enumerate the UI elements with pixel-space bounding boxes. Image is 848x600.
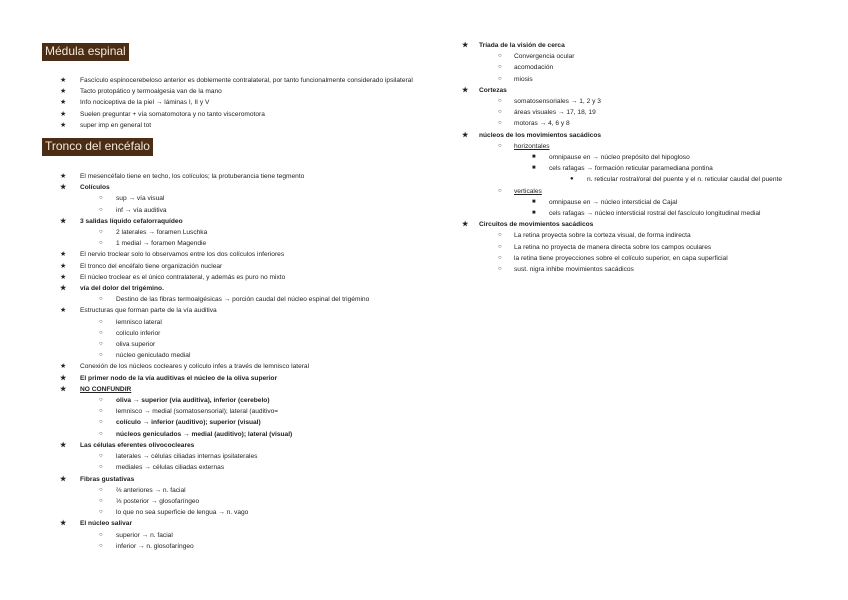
list-item: ★ Fibras gustativas	[42, 474, 422, 485]
star-bullet-icon: ★	[60, 88, 67, 96]
circle-bullet-icon: ○	[99, 542, 103, 549]
list-item: ○ superior → n. facial	[42, 530, 422, 541]
list-item: ★ Las células eferentes olivococleares	[42, 440, 422, 451]
list-item: ★ El nervio troclear solo lo observamos entre los dos colículos inferiores	[42, 249, 422, 260]
list-item: ○ colículo inferior	[42, 328, 422, 339]
list-item: ★ Colículos	[42, 182, 422, 193]
right-list	[462, 40, 807, 275]
circle-bullet-icon: ○	[99, 497, 103, 504]
circle-bullet-icon: ○	[498, 232, 502, 239]
star-bullet-icon: ★	[462, 221, 469, 229]
list-item: ○ la retina tiene proyecciones sobre el colículo superior, en capa superficial	[462, 253, 807, 264]
list-item: ○ lo que no sea superficie de lengua → n. vago	[42, 507, 422, 518]
circle-bullet-icon: ○	[99, 486, 103, 493]
circle-bullet-icon: ○	[99, 229, 103, 236]
list-item: ★ Cortezas	[462, 85, 807, 96]
circle-bullet-icon: ○	[99, 419, 103, 426]
list-item: ○ áreas visuales → 17, 18, 19	[462, 107, 807, 118]
circle-bullet-icon: ○	[498, 64, 502, 71]
dot-bullet-icon: ●	[570, 176, 574, 183]
list-item: ○ colículo → inferior (auditivo); superior (visual)	[42, 417, 422, 428]
list-item: ○ 2 laterales → foramen Luschka	[42, 227, 422, 238]
square-bullet-icon: ■	[532, 210, 536, 217]
list-item: ★ El mesencéfalo tiene en techo, los colículos; la protuberancia tiene tegmento	[42, 171, 422, 182]
list-item: ○ acomodación	[462, 62, 807, 73]
list-item: ★ 3 salidas líquido cefalorraquídeo	[42, 216, 422, 227]
list-item: ★ Fascículo espinocerebeloso anterior es doblemente contralateral, por tanto funcionalmente considerado ipsilateral	[42, 75, 445, 86]
circle-bullet-icon: ○	[99, 464, 103, 471]
list-item: ○ La retina proyecta sobre la corteza visual, de forma indirecta	[462, 230, 807, 241]
list-item: ★ super imp en general tot	[42, 120, 422, 131]
list-item: ★ Conexión de los núcleos cocleares y colículo infes a través de lemnisco lateral	[42, 361, 422, 372]
list-item: ★ Suelen preguntar + vía somatomotora y no tanto visceromotora	[42, 109, 422, 120]
list-item: ○ lemnisco → medial (somatosensorial); lateral (auditivo=	[42, 406, 422, 417]
list-item: ■ cels rafagas → núcleo intersticial rostral del fascículo longitudinal medial	[462, 208, 807, 219]
star-bullet-icon: ★	[60, 121, 67, 129]
square-bullet-icon: ■	[532, 154, 536, 161]
list-item: ★ Info nociceptiva de la piel → láminas I, II y V	[42, 97, 422, 108]
list-item: ○ La retina no proyecta de manera directa sobre los campos oculares	[462, 242, 807, 253]
circle-bullet-icon: ○	[99, 408, 103, 415]
list-item: ○ núcleos geniculados → medial (auditivo); lateral (visual)	[42, 429, 422, 440]
star-bullet-icon: ★	[60, 217, 67, 225]
list-item: ○ Destino de las fibras termoalgésicas → porción caudal del núcleo espinal del trigémino	[42, 294, 422, 305]
circle-bullet-icon: ○	[99, 206, 103, 213]
circle-bullet-icon: ○	[99, 329, 103, 336]
list-item: ● n. reticular rostral/oral del puente y el n. reticular caudal del puente	[462, 174, 817, 185]
circle-bullet-icon: ○	[99, 352, 103, 359]
list-item: ○ miosis	[462, 74, 807, 85]
list-item: ○ inf → vía auditiva	[42, 205, 422, 216]
star-bullet-icon: ★	[60, 441, 67, 449]
list-item: ○ sup → vía visual	[42, 193, 422, 204]
star-bullet-icon: ★	[60, 251, 67, 259]
star-bullet-icon: ★	[60, 173, 67, 181]
circle-bullet-icon: ○	[498, 266, 502, 273]
star-bullet-icon: ★	[60, 77, 67, 84]
star-bullet-icon: ★	[60, 262, 67, 270]
list-item: ★ Tríada de la visión de cerca	[462, 40, 807, 51]
star-bullet-icon: ★	[60, 99, 67, 107]
list-item: ■ cels rafagas → formación reticular paramediana pontina	[462, 163, 807, 174]
tronco-list	[42, 171, 422, 552]
list-item: ■ omnipause en → núcleo intersticial de Cajal	[462, 197, 807, 208]
list-item: ○ oliva superior	[42, 339, 422, 350]
list-item: ○ inferior → n. glosofaríngeo	[42, 541, 422, 552]
medula-list	[42, 75, 422, 131]
circle-bullet-icon: ○	[498, 53, 502, 60]
list-item: ○ laterales → células ciliadas internas ipsilaterales	[42, 451, 422, 462]
circle-bullet-icon: ○	[99, 397, 103, 404]
star-bullet-icon: ★	[462, 131, 469, 139]
star-bullet-icon: ★	[60, 475, 67, 483]
list-item: ○ oliva → superior (vía auditiva), inferior (cerebelo)	[42, 395, 422, 406]
list-item: ★ Estructuras que forman parte de la vía auditiva	[42, 305, 422, 316]
list-item: ○ somatosensoriales → 1, 2 y 3	[462, 96, 807, 107]
circle-bullet-icon: ○	[99, 430, 103, 437]
list-item: ■ omnipause en → núcleo prepósito del hipogloso	[462, 152, 807, 163]
list-item: ○ verticales	[462, 186, 807, 197]
circle-bullet-icon: ○	[498, 98, 502, 105]
star-bullet-icon: ★	[60, 520, 67, 528]
list-item: ○ motoras → 4, 6 y 8	[462, 118, 807, 129]
circle-bullet-icon: ○	[99, 195, 103, 202]
list-item: ○ núcleo geniculado medial	[42, 350, 422, 361]
list-item: ○ Convergencia ocular	[462, 51, 807, 62]
star-bullet-icon: ★	[60, 273, 67, 281]
circle-bullet-icon: ○	[498, 120, 502, 127]
star-bullet-icon: ★	[60, 374, 67, 382]
circle-bullet-icon: ○	[498, 142, 502, 149]
list-item: ★ vía del dolor del trigémino.	[42, 283, 422, 294]
star-bullet-icon: ★	[60, 363, 67, 371]
left-column	[42, 0, 422, 552]
square-bullet-icon: ■	[532, 198, 536, 205]
list-item: ○ 1 medial → foramen Magendie	[42, 238, 422, 249]
list-item: ★ Circuitos de movimientos sacádicos	[462, 219, 807, 230]
list-item: ○ horizontales	[462, 141, 807, 152]
list-item: ○ ⅔ anteriores → n. facial	[42, 485, 422, 496]
circle-bullet-icon: ○	[498, 109, 502, 116]
circle-bullet-icon: ○	[99, 531, 103, 538]
section-heading-medula: Médula espinal	[42, 43, 129, 61]
circle-bullet-icon: ○	[99, 341, 103, 348]
circle-bullet-icon: ○	[99, 240, 103, 247]
square-bullet-icon: ■	[532, 165, 536, 172]
circle-bullet-icon: ○	[99, 509, 103, 516]
star-bullet-icon: ★	[462, 86, 469, 94]
list-item: ★ El núcleo troclear es el único contralateral, y además es puro no mixto	[42, 272, 422, 283]
circle-bullet-icon: ○	[498, 187, 502, 194]
list-item: ○ lemnisco lateral	[42, 317, 422, 328]
circle-bullet-icon: ○	[498, 254, 502, 261]
circle-bullet-icon: ○	[99, 318, 103, 325]
list-item: ★ NO CONFUNDIR	[42, 384, 422, 395]
circle-bullet-icon: ○	[99, 453, 103, 460]
list-item: ★ El primer nodo de la vía auditivas el núcleo de la oliva superior	[42, 373, 422, 384]
star-bullet-icon: ★	[60, 385, 67, 393]
list-item: ○ mediales → células ciliadas externas	[42, 462, 422, 473]
list-item: ★ Tacto protopático y termoalgesia van de la mano	[42, 86, 422, 97]
star-bullet-icon: ★	[60, 184, 67, 192]
star-bullet-icon: ★	[60, 285, 67, 293]
list-item: ○ ⅓ posterior → glosofaríngeo	[42, 496, 422, 507]
star-bullet-icon: ★	[60, 110, 67, 118]
list-item: ○ sust. nigra inhibe movimientos sacádicos	[462, 264, 807, 275]
circle-bullet-icon: ○	[498, 243, 502, 250]
section-heading-tronco: Tronco del encéfalo	[42, 138, 153, 156]
list-item: ★ El núcleo salivar	[42, 518, 422, 529]
star-bullet-icon: ★	[60, 307, 67, 315]
circle-bullet-icon: ○	[99, 296, 103, 303]
list-item: ★ El tronco del encéfalo tiene organización nuclear	[42, 261, 422, 272]
list-item: ★ núcleos de los movimientos sacádicos	[462, 130, 807, 141]
circle-bullet-icon: ○	[498, 75, 502, 82]
right-column	[462, 40, 807, 275]
star-bullet-icon: ★	[462, 42, 469, 49]
